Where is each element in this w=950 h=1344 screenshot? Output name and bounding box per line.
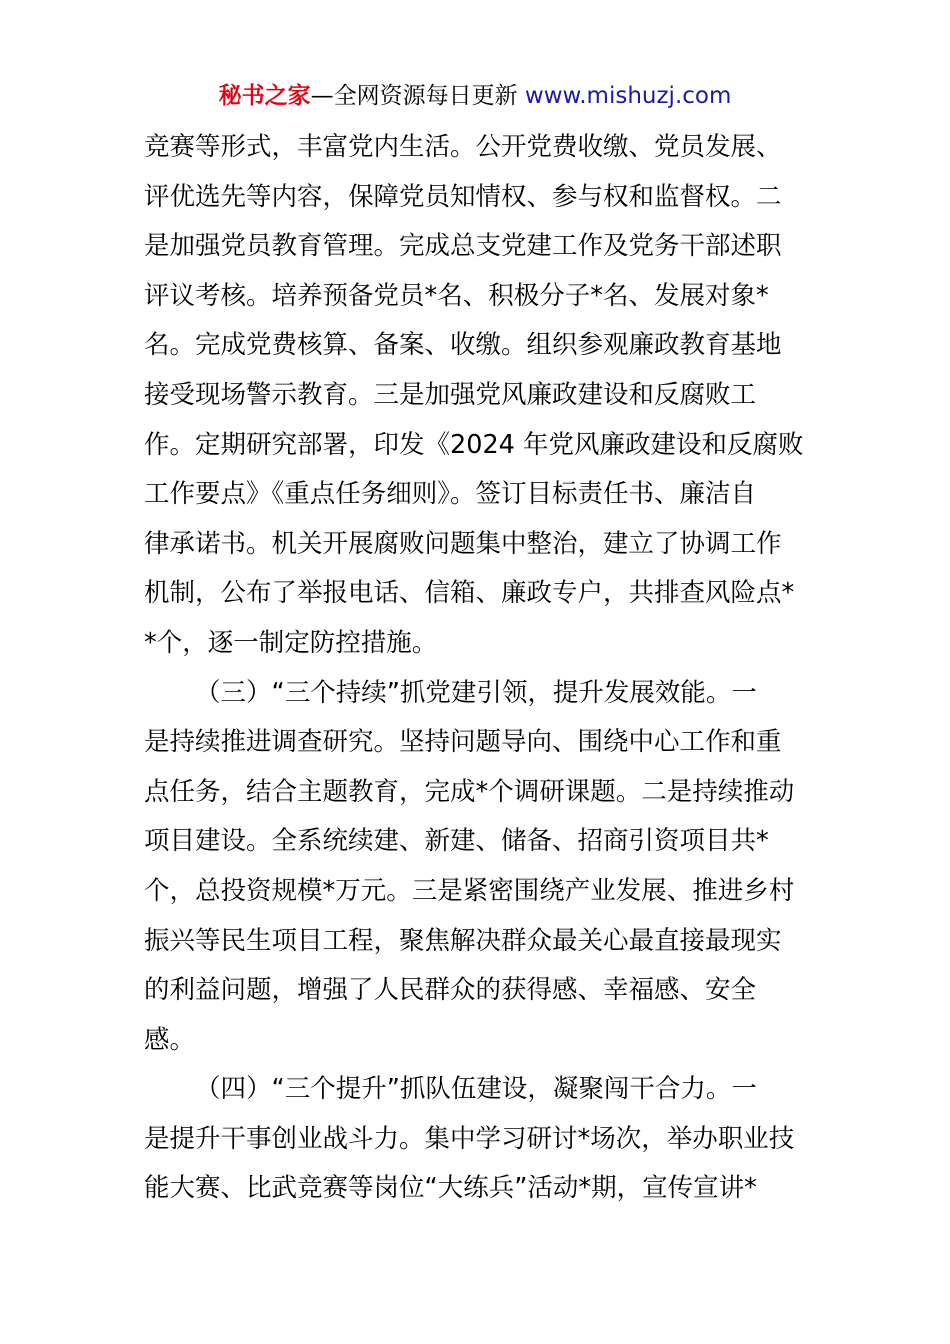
site-brand: 秘书之家 [218,83,311,109]
text-line: 工作要点》《重点任务细则》。签订目标责任书、廉洁自 [144,479,757,510]
text-line: 名。完成党费核算、备案、收缴。组织参观廉政教育基地 [144,330,782,361]
text-line: 是加强党员教育管理。完成总支党建工作及党务干部述职 [144,231,782,262]
text-line: 是提升干事创业战斗力。集中学习研讨*场次，举办职业技 [144,1123,795,1154]
text-line: 感。 [144,1024,196,1055]
text-line: 能大赛、比武竞赛等岗位“大练兵”活动*期，宣传宣讲* [144,1173,757,1204]
site-header [0,80,950,112]
text-line: 项目建设。全系统续建、新建、储备、招商引资项目共* [144,826,769,857]
section-heading-four: （四）“三个提升”抓队伍建设，凝聚闯干合力。一 [195,1074,757,1105]
document-body [144,123,814,1214]
section-heading-three: （三）“三个持续”抓党建引领，提升发展效能。一 [195,677,757,708]
text-line: 点任务，结合主题教育，完成*个调研课题。二是持续推动 [144,776,795,807]
text-line: 竞赛等形式，丰富党内生活。公开党费收缴、党员发展、 [144,132,782,162]
text-line: 振兴等民生项目工程，聚焦解决群众最关心最直接最现实 [144,925,782,956]
site-tagline: —全网资源每日更新 [310,83,525,109]
text-line: 评优选先等内容，保障党员知情权、参与权和监督权。二 [144,181,782,212]
text-line: 个，总投资规模*万元。三是紧密围绕产业发展、推进乡村 [144,875,795,906]
text-line: 的利益问题，增强了人民群众的获得感、幸福感、安全 [144,975,757,1006]
text-line: *个，逐一制定防控措施。 [144,627,438,658]
site-url-link[interactable]: www.mishuzj.com [524,83,732,109]
text-line: 接受现场警示教育。三是加强党风廉政建设和反腐败工 [144,379,757,410]
text-line: 作。定期研究部署，印发《2024 年党风廉政建设和反腐败 [144,429,804,460]
text-line: 是持续推进调查研究。坚持问题导向、围绕中心工作和重 [144,727,782,758]
text-line: 机制，公布了举报电话、信箱、廉政专户，共排查风险点* [144,578,795,609]
text-line: 评议考核。培养预备党员*名、积极分子*名、发展对象* [144,280,769,311]
text-line: 律承诺书。机关开展腐败问题集中整治，建立了协调工作 [144,528,782,559]
